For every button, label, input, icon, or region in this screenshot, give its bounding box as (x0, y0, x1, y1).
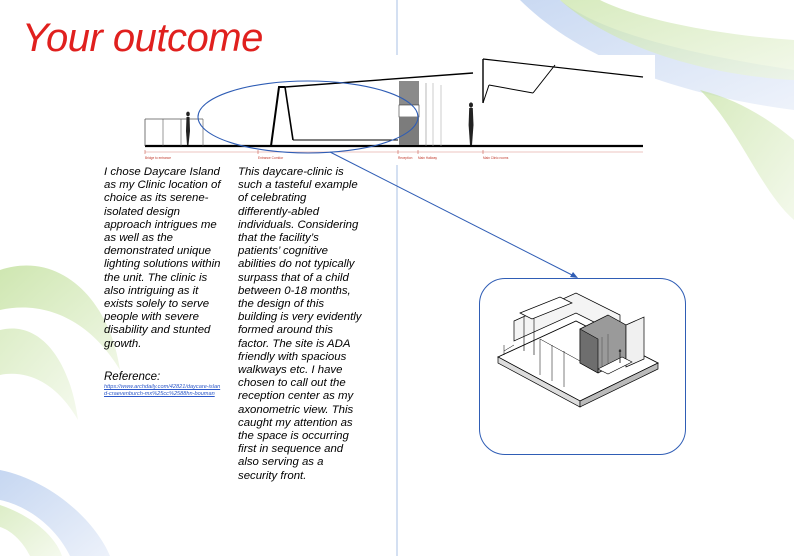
section-label-hallway: Main Hallway (418, 156, 437, 160)
section-label-entrance: Entrance Corridor (258, 156, 284, 160)
callout-connector (330, 152, 574, 276)
paragraph-left: I chose Daycare Island as my Clinic location of choice as its serene-isolated design approach intrigues me as well as the demonstrated unique lighting solutions within the unit. The clinic is also intriguing as it exists solely to serve people with severe disability and stunted growth. (104, 166, 221, 350)
paragraph-right: This daycare-clinic is such a tasteful example of celebrating differently-abled individuals. Considering that the facility’s patients’ cognitive abilities do not typically surpass that of a child between 0-18 months, the design of this building is very evidently formed around this factor. The site is ADA friendly with spacious walkways etc. I have chosen to call out the reception center as my axonometric view. This caught my attention as the space is occurring first in sequence and also serving as a security front. (238, 166, 362, 482)
axonometric-drawing (480, 279, 685, 454)
section-label-reception: Reception (398, 156, 413, 160)
callout-ellipse (198, 81, 418, 153)
section-label-clinic-rooms: Main Clinic rooms (483, 156, 509, 160)
page-title: Your outcome (22, 16, 263, 60)
section-label-bridge: Bridge to entrance (145, 156, 172, 160)
reference-link[interactable]: https://www.archdaily.com/42821/daycare-island-craevenburch-mx%25cc%2588hn-bouman (104, 384, 221, 397)
axonometric-frame (479, 278, 686, 455)
reference-heading: Reference: (104, 371, 161, 383)
